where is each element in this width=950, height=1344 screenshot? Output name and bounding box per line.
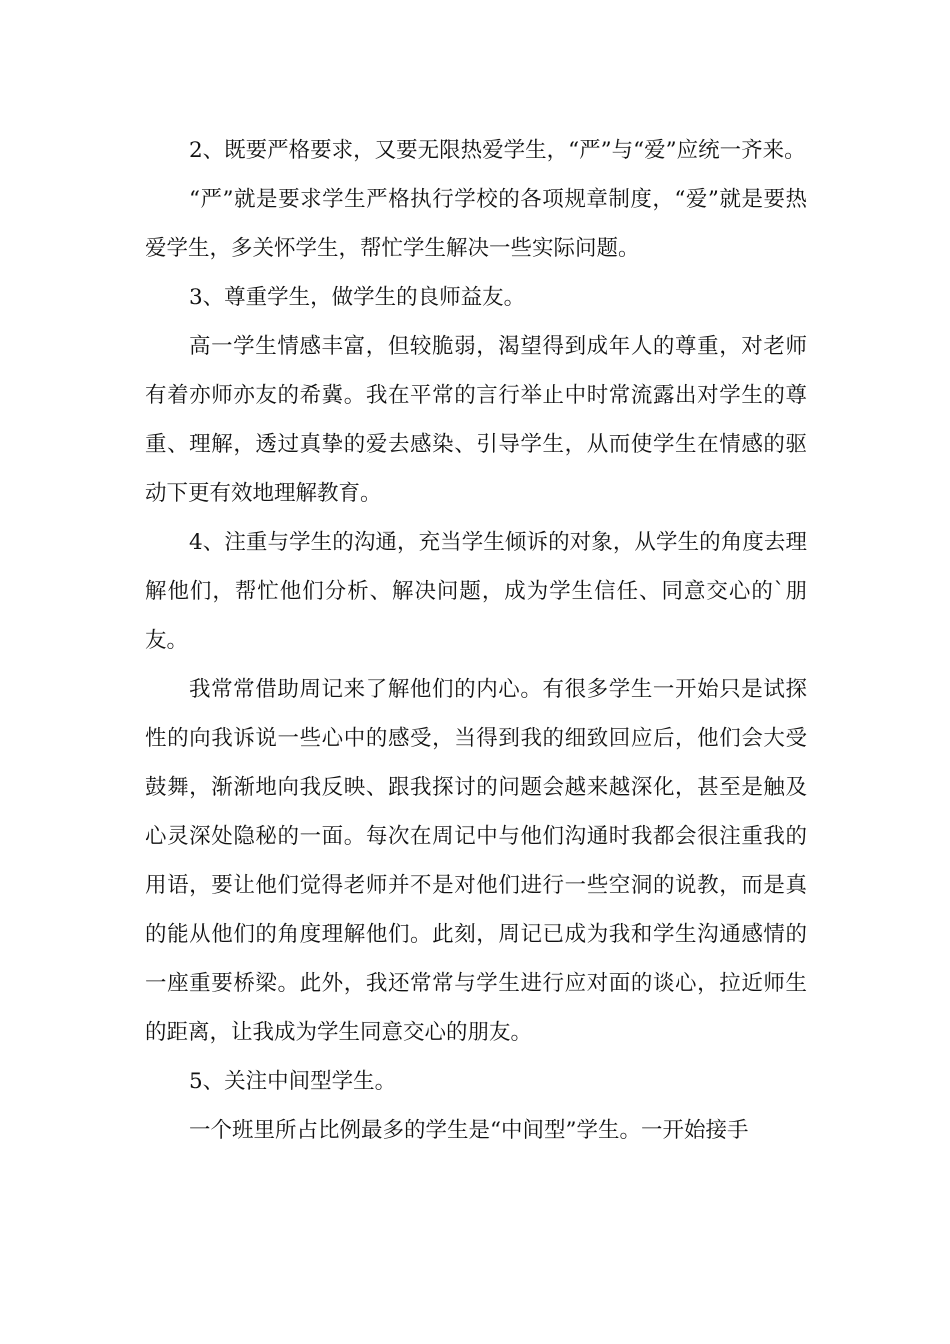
paragraph-middle-students: 一个班里所占比例最多的学生是“中间型”学生。一开始接手	[189, 1118, 749, 1143]
paragraph-strict-love: “严”就是要求学生严格执行学校的各项规章制度，“爱”就是要热爱学生，多关怀学生，帮忙学生解决一些实际问题。	[145, 187, 807, 261]
paragraph-point-5: 5、关注中间型学生。	[189, 1069, 397, 1094]
paragraph-point-4: 4、注重与学生的沟通，充当学生倾诉的对象，从学生的角度去理解他们，帮忙他们分析、解决问题，成为学生信任、同意交心的`朋友。	[145, 530, 807, 653]
document-body	[145, 126, 807, 1155]
paragraph-weekly-journal: 我常常借助周记来了解他们的内心。有很多学生一开始只是试探性的向我诉说一些心中的感受，当得到我的细致回应后，他们会大受鼓舞，渐渐地向我反映、跟我探讨的问题会越来越深化，甚至是触及心灵深处隐秘的一面。每次在周记中与他们沟通时我都会很注重我的用语，要让他们觉得老师并不是对他们进行一些空洞的说教，而是真的能从他们的角度理解他们。此刻，周记已成为我和学生沟通感情的一座重要桥梁。此外，我还常常与学生进行应对面的谈心，拉近师生的距离，让我成为学生同意交心的朋友。	[145, 677, 807, 1045]
paragraph-respect: 高一学生情感丰富，但较脆弱，渴望得到成年人的尊重，对老师有着亦师亦友的希冀。我在平常的言行举止中时常流露出对学生的尊重、理解，透过真挚的爱去感染、引导学生，从而使学生在情感的驱动下更有效地理解教育。	[145, 334, 807, 506]
paragraph-point-3: 3、尊重学生，做学生的良师益友。	[189, 285, 526, 310]
paragraph-point-2: 2、既要严格要求，又要无限热爱学生，“严”与“爱”应统一齐来。	[189, 138, 806, 163]
